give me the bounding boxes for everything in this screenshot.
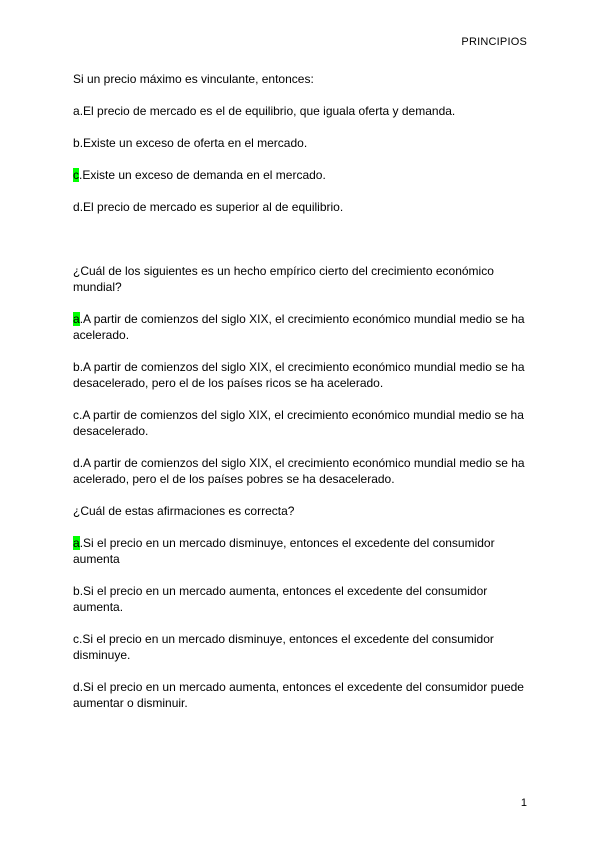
option-letter: a	[73, 104, 80, 118]
document-body	[73, 71, 531, 727]
question-1-option-b	[73, 135, 531, 151]
question-2	[73, 263, 531, 487]
question-1-option-a	[73, 103, 531, 119]
option-letter: d	[73, 456, 80, 470]
option-text: .Si el precio en un mercado disminuye, entonces el excedente del consumidor aumenta	[73, 536, 495, 566]
option-letter: b	[73, 360, 80, 374]
option-letter: d	[73, 680, 80, 694]
option-text: .A partir de comienzos del siglo XIX, el crecimiento económico mundial medio se ha acelerado.	[73, 312, 525, 342]
question-3-option-a	[73, 535, 531, 567]
highlighted-answer-letter: c	[73, 168, 79, 182]
option-text: .Si el precio en un mercado aumenta, entonces el excedente del consumidor aumenta.	[73, 584, 488, 614]
question-2-option-c	[73, 407, 531, 439]
question-1-option-c	[73, 167, 531, 183]
option-text: .El precio de mercado es superior al de equilibrio.	[79, 200, 344, 214]
option-letter: b	[73, 136, 80, 150]
question-1-option-d	[73, 199, 531, 215]
question-2-option-b	[73, 359, 531, 391]
option-text: .Existe un exceso de demanda en el mercado.	[79, 168, 326, 182]
page-number: 1	[520, 797, 527, 809]
option-text: .Si el precio en un mercado aumenta, entonces el excedente del consumidor puede aumentar o disminuir.	[73, 680, 524, 710]
question-3	[73, 503, 531, 711]
question-3-option-d	[73, 679, 531, 711]
option-text: .A partir de comienzos del siglo XIX, el crecimiento económico mundial medio se ha acelerado, pero el de los países pobres se ha desacelerado.	[73, 456, 525, 486]
question-2-prompt: ¿Cuál de los siguientes es un hecho empírico cierto del crecimiento económico mundial?	[73, 264, 494, 294]
option-letter: d	[73, 200, 80, 214]
option-text: .Si el precio en un mercado disminuye, entonces el excedente del consumidor disminuye.	[73, 632, 494, 662]
option-text: .A partir de comienzos del siglo XIX, el crecimiento económico mundial medio se ha desacelerado.	[73, 408, 524, 438]
question-1-prompt: Si un precio máximo es vinculante, entonces:	[73, 72, 314, 86]
highlighted-answer-letter: a	[73, 536, 80, 550]
page-header: PRINCIPIOS	[461, 36, 527, 48]
question-2-option-a	[73, 311, 531, 343]
option-letter: c	[73, 408, 79, 422]
option-letter: c	[73, 632, 79, 646]
question-1	[73, 71, 531, 215]
highlighted-answer-letter: a	[73, 312, 80, 326]
question-3-option-c	[73, 631, 531, 663]
option-text: .El precio de mercado es el de equilibrio, que iguala oferta y demanda.	[79, 104, 456, 118]
question-3-prompt: ¿Cuál de estas afirmaciones es correcta?	[73, 504, 295, 518]
option-text: .Existe un exceso de oferta en el mercado.	[79, 136, 308, 150]
question-2-option-d	[73, 455, 531, 487]
option-text: .A partir de comienzos del siglo XIX, el crecimiento económico mundial medio se ha desacelerado, pero el de los países ricos se ha acelerado.	[73, 360, 525, 390]
question-3-option-b	[73, 583, 531, 615]
option-letter: b	[73, 584, 80, 598]
